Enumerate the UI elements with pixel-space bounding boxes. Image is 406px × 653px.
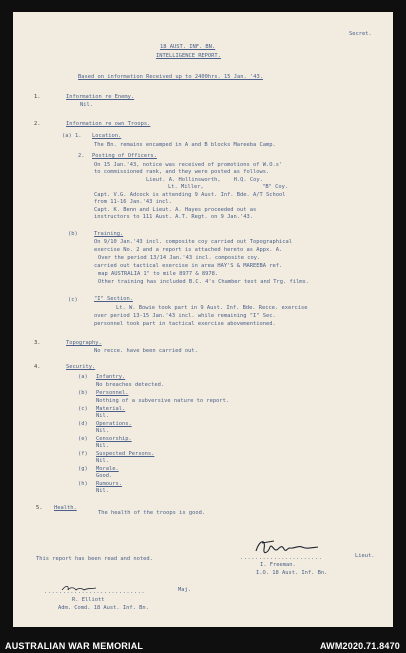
section-3-title: Topography. [66, 340, 102, 346]
security-item-body: Nil. [96, 428, 109, 434]
section-2-number: 2. [34, 121, 41, 127]
security-item-label: (f) [78, 451, 88, 457]
posting-line: Capt. K. Benn and Lieut. A. Hayes proceeded out as [94, 207, 257, 213]
security-item-title: Rumours. [96, 481, 122, 487]
security-item-label: (c) [78, 406, 88, 412]
training-title: Training. [94, 231, 124, 237]
posting-line: Capt. V.G. Adcock is attending 9 Aust. Inf. Bde. A/T School [94, 192, 286, 198]
posting-line: from 11-16 Jan.'43 incl. [94, 199, 172, 205]
security-item-label: (a) [78, 374, 88, 380]
security-item-title: Operations. [96, 421, 132, 427]
section-5-title: Health. [54, 505, 77, 511]
security-item-title: Infantry. [96, 374, 126, 380]
archive-accession-number: AWM2020.71.8470 [319, 641, 400, 651]
posting-line: Lt. Miller, "B" Coy. [168, 184, 289, 190]
section-2a-label: (a) 1. [62, 133, 82, 139]
security-item-body: Nothing of a subversive nature to report. [96, 398, 230, 404]
security-item-title: Suspected Persons. [96, 451, 155, 457]
archive-credit: AUSTRALIAN WAR MEMORIAL [5, 641, 144, 651]
security-item-label: (b) [78, 390, 88, 396]
section-3-body: No recce. have been carried out. [94, 348, 198, 354]
signature-right-rank: Lieut. [355, 553, 375, 559]
section-1-title: Information re Enemy. [66, 94, 135, 100]
i-section-line: over period 13-15 Jan.'43 incl. while remaining "I" Sec. [94, 313, 276, 319]
section-3-number: 3. [34, 340, 41, 346]
read-noted-line: This report has been read and noted. [36, 556, 153, 562]
security-item-label: (h) [78, 481, 88, 487]
security-item-title: Morale. [96, 466, 119, 472]
based-on-line: Based on information Received up to 2400hrs. 15 Jan. '43. [78, 74, 263, 80]
security-item-body: Nil. [96, 413, 109, 419]
section-4-title: Security. [66, 364, 96, 370]
posting-officers-title: Posting of Officers. [92, 153, 157, 159]
posting-line: On 15 Jan.'43, notice was received of promotions of W.O.s' [94, 162, 283, 168]
signature-right-name: I. Freeman. [260, 562, 296, 568]
security-item-body: Good. [96, 473, 113, 479]
training-line: map AUSTRALIA 1" to mile 8977 & 8978. [98, 271, 219, 277]
section-2c-label: (c) [68, 297, 78, 303]
security-item-body: Nil. [96, 458, 109, 464]
report-title: INTELLIGENCE REPORT. [156, 53, 221, 59]
security-item-title: Censorship. [96, 436, 132, 442]
security-item-label: (e) [78, 436, 88, 442]
section-4-number: 4. [34, 364, 41, 370]
section-2a2-label: 2. [78, 153, 85, 159]
security-item-title: Personnel. [96, 390, 129, 396]
document-page [13, 12, 393, 627]
posting-line: instructors to 111 Aust. A.T. Regt. on 9 Jan.'43. [94, 214, 254, 220]
unit-heading: 18 AUST. INF. BN. [160, 44, 216, 50]
posting-line: to commissioned rank, and they were posted as follows. [94, 169, 270, 175]
posting-line: Lieut. A. Hollinsworth, H.Q. Coy. [146, 177, 263, 183]
signature-right-role: I.O. 18 Aust. Inf. Bn. [256, 570, 328, 576]
location-title: Location. [92, 133, 122, 139]
security-item-label: (g) [78, 466, 88, 472]
section-2-title: Information re own Troops. [66, 121, 151, 127]
i-section-title: "I" Section. [94, 296, 133, 302]
signature-left-rank: Maj. [178, 587, 191, 593]
training-line: Over the period 13/14 Jan.'43 incl. composite coy. [98, 255, 261, 261]
i-section-line: personnel took part in tactical exercise abovementioned. [94, 321, 276, 327]
security-item-title: Material. [96, 406, 126, 412]
section-5-number: 5. [36, 505, 43, 511]
training-line: exercise No. 2 and a report is attached hereto as Appx. A. [94, 247, 283, 253]
security-item-body: Nil. [96, 488, 109, 494]
security-item-body: No breaches detected. [96, 382, 165, 388]
training-line: On 9/10 Jan.'43 incl. composite coy carried out Topographical [94, 239, 292, 245]
i-section-line: Lt. W. Bowie took part in 9 Aust. Inf. Bde. Recce. exercise [116, 305, 308, 311]
security-item-label: (d) [78, 421, 88, 427]
location-body: The Bn. remains encamped in A and B blocks Mareeba Camp. [94, 142, 276, 148]
signature-left-role: Adm. Comd. 18 Aust. Inf. Bn. [58, 605, 149, 611]
section-1-number: 1. [34, 94, 41, 100]
section-1-body: Nil. [80, 102, 93, 108]
signature-left-name: R. Elliott [72, 597, 105, 603]
security-item-body: Nil. [96, 443, 109, 449]
classification-mark: Secret. [349, 31, 372, 37]
section-5-body: The health of the troops is good. [98, 510, 206, 516]
section-2b-label: (b) [68, 231, 78, 237]
training-line: carried out tactical exercise in area HAY'S & MAREEBA ref. [94, 263, 283, 269]
training-line: Other training has included B.C. 4's Chamber test and Trg. films. [98, 279, 309, 285]
